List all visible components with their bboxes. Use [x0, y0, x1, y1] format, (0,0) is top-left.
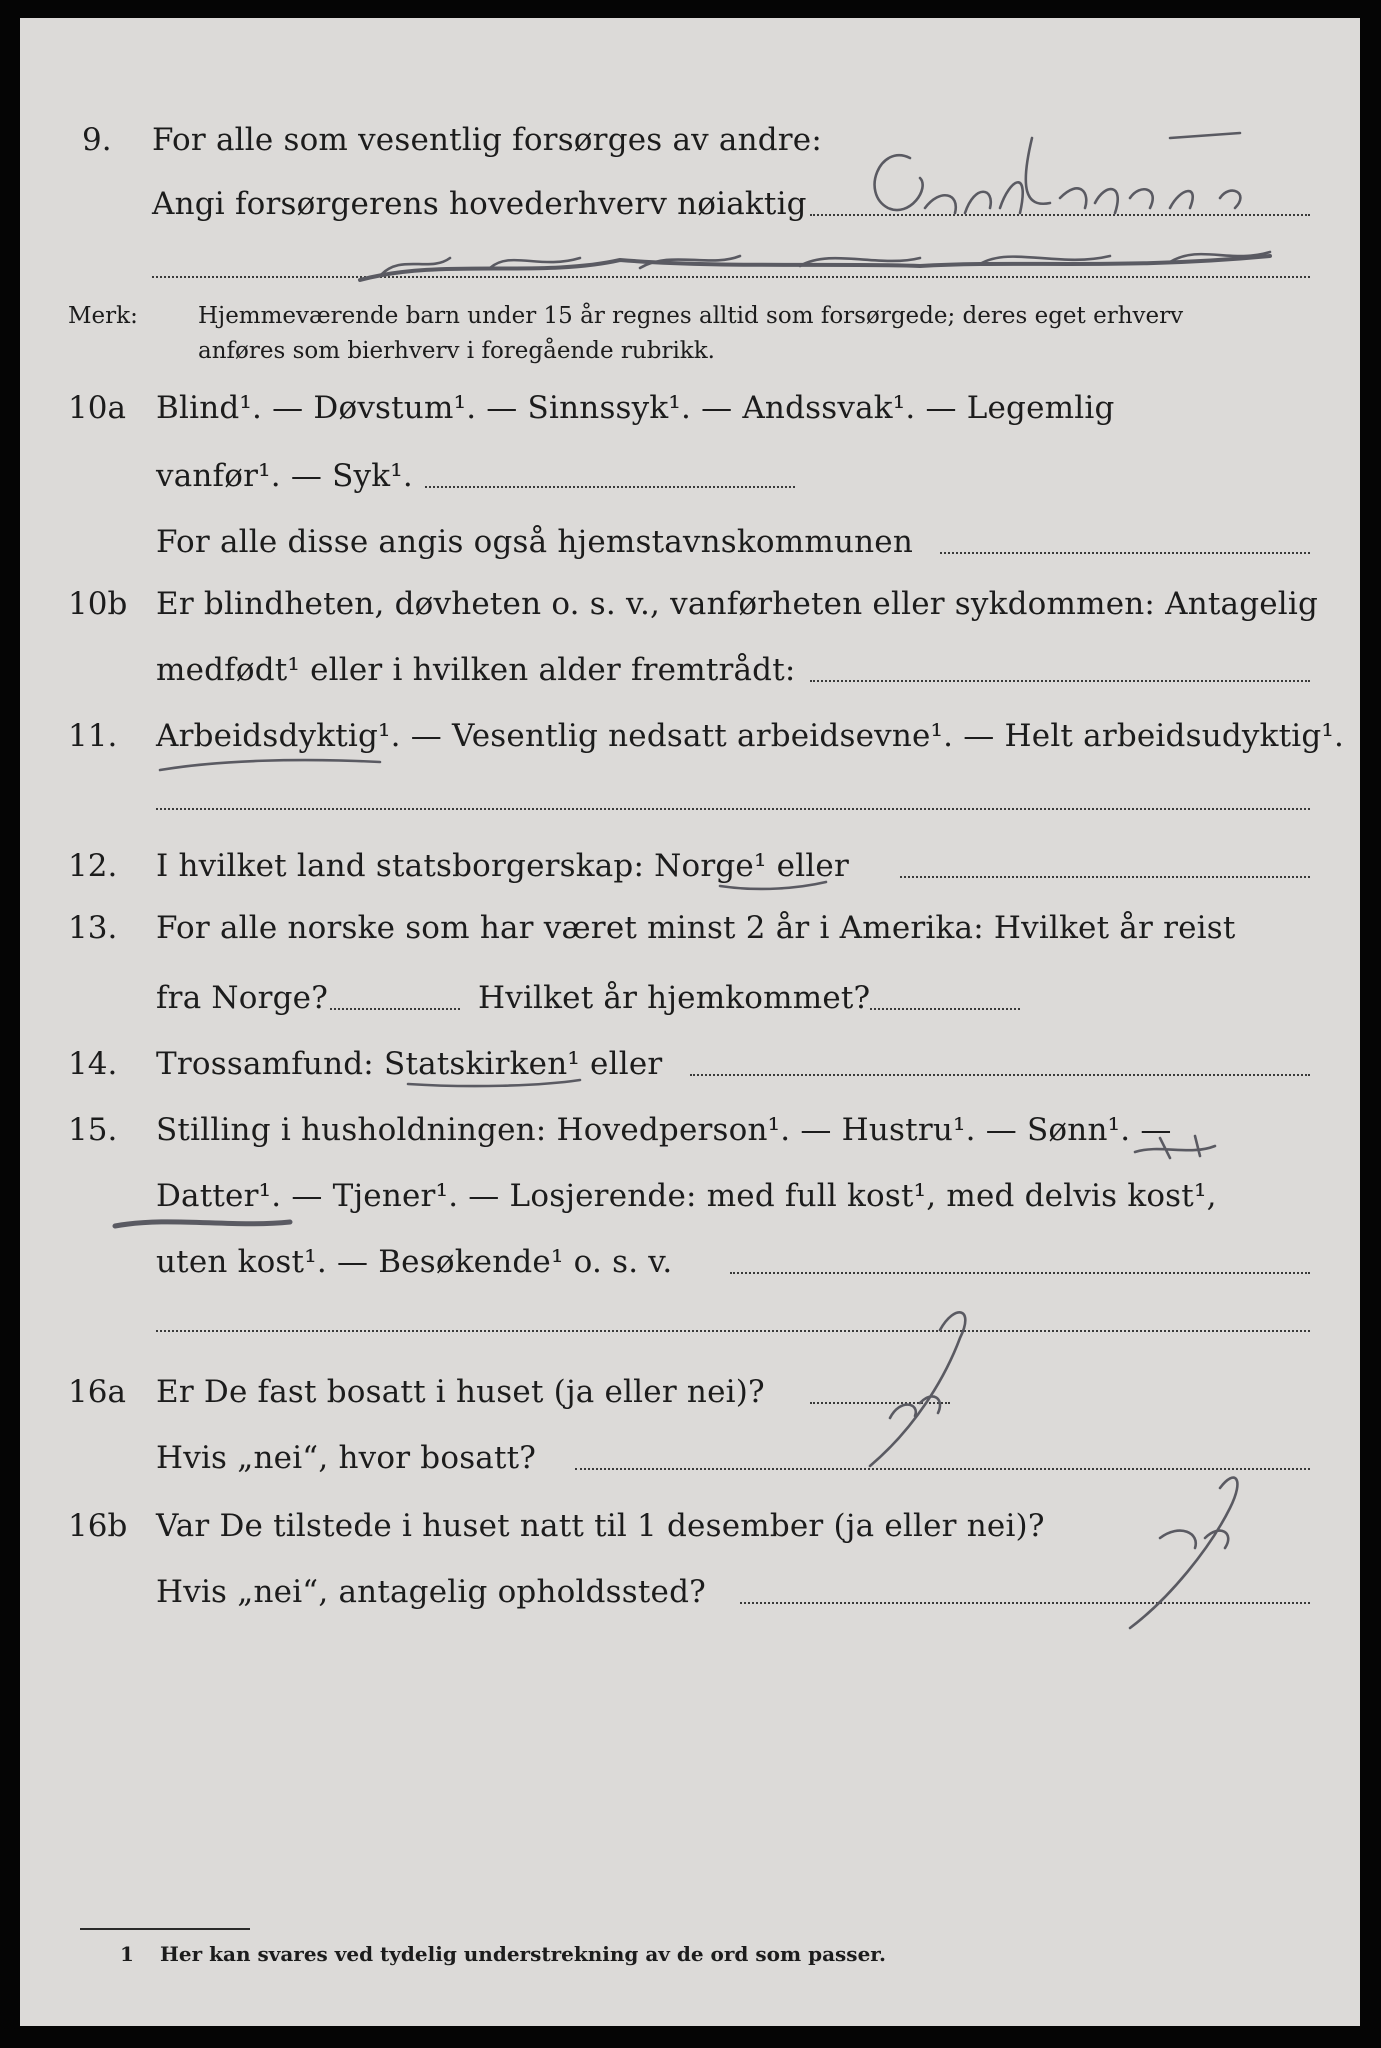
item-number-16b: 16b [68, 1508, 128, 1544]
item-14-answer-line [690, 1074, 1310, 1076]
item-number-13: 13. [68, 910, 118, 946]
note-line2: anføres som bierhverv i foregående rubrikk. [198, 338, 715, 364]
item-9-line1: For alle som vesentlig forsørges av andre: [152, 122, 822, 158]
item-number-10b: 10b [68, 586, 128, 622]
item-number-16a: 16a [68, 1374, 126, 1410]
item-16a-line2: Hvis „nei“, hvor bosatt? [156, 1440, 537, 1476]
q11-underline-arbeidsdyktig [160, 760, 380, 770]
q16b-handwritten-ja [1130, 1478, 1237, 1628]
item-number-12: 12. [68, 848, 118, 884]
item-number-10a: 10a [68, 390, 126, 426]
item-13-departed-line [330, 1008, 460, 1010]
note-line1: Hjemmeværende barn under 15 år regnes alltid som forsørgede; deres eget erhverv [198, 303, 1184, 329]
q9-handwritten-answer [875, 133, 1241, 213]
item-13-line2-returned: Hvilket år hjemkommet? [478, 980, 871, 1016]
item-11-answer-line [156, 808, 1310, 810]
item-15-line3: uten kost¹. — Besøkende¹ o. s. v. [156, 1244, 673, 1280]
item-12-answer-line [900, 876, 1310, 878]
item-15-line1: Stilling i husholdningen: Hovedperson¹. — Hustru¹. — Sønn¹. — [156, 1112, 1172, 1148]
item-12-line1: I hvilket land statsborgerskap: Norge¹ eller [156, 848, 849, 884]
note-label: Merk: [68, 303, 138, 329]
item-9-answer-line [810, 214, 1310, 216]
item-16b-line1: Var De tilstede i huset natt til 1 desember (ja eller nei)? [156, 1508, 1045, 1544]
item-10a-line3: For alle disse angis også hjemstavnskommunen [156, 524, 913, 560]
item-9-answer-line-2 [152, 276, 1310, 278]
item-14-line1: Trossamfund: Statskirken¹ eller [156, 1046, 663, 1082]
footnote-mark: 1 [120, 1942, 134, 1966]
item-16b-whereabouts-line [740, 1602, 1310, 1604]
q15-underline-datter [115, 1222, 290, 1226]
item-11-line1: Arbeidsdyktig¹. — Vesentlig nedsatt arbeidsevne¹. — Helt arbeidsudyktig¹. [156, 718, 1345, 754]
footnote-rule [80, 1928, 250, 1930]
census-form-page [20, 18, 1360, 2026]
item-10a-line2: vanfør¹. — Syk¹. [156, 458, 413, 494]
item-10a-answer-line [425, 486, 795, 488]
item-10b-answer-line [810, 680, 1310, 682]
footnote-text: Her kan svares ved tydelig understrekning av de ord som passer. [160, 1942, 886, 1966]
item-number-14: 14. [68, 1046, 118, 1082]
item-10b-line1: Er blindheten, døvheten o. s. v., vanførheten eller sykdommen: Antagelig [156, 586, 1319, 622]
item-number-11: 11. [68, 718, 118, 754]
item-number-15: 15. [68, 1112, 118, 1148]
item-10b-line2: medfødt¹ eller i hvilken alder fremtrådt: [156, 652, 796, 688]
item-16b-line2: Hvis „nei“, antagelig opholdssted? [156, 1574, 706, 1610]
item-16a-residence-line [575, 1468, 1310, 1470]
item-15-answer-line-2 [156, 1330, 1310, 1332]
item-10a-hometown-line [940, 552, 1310, 554]
item-15-answer-line [730, 1272, 1310, 1274]
item-10a-line1: Blind¹. — Døvstum¹. — Sinnssyk¹. — Andssvak¹. — Legemlig [156, 390, 1115, 426]
item-16a-answer-line [810, 1402, 950, 1404]
item-13-returned-line [870, 1008, 1020, 1010]
q16a-handwritten-ja [870, 1312, 965, 1466]
item-13-line2-departed: fra Norge? [156, 980, 329, 1016]
item-16a-line1: Er De fast bosatt i huset (ja eller nei)? [156, 1374, 765, 1410]
item-13-line1: For alle norske som har været minst 2 år i Amerika: Hvilket år reist [156, 910, 1236, 946]
item-number-9: 9. [82, 122, 112, 158]
item-9-line2: Angi forsørgerens hovederhverv nøiaktig [152, 186, 807, 222]
item-15-line2: Datter¹. — Tjener¹. — Losjerende: med full kost¹, med delvis kost¹, [156, 1178, 1217, 1214]
